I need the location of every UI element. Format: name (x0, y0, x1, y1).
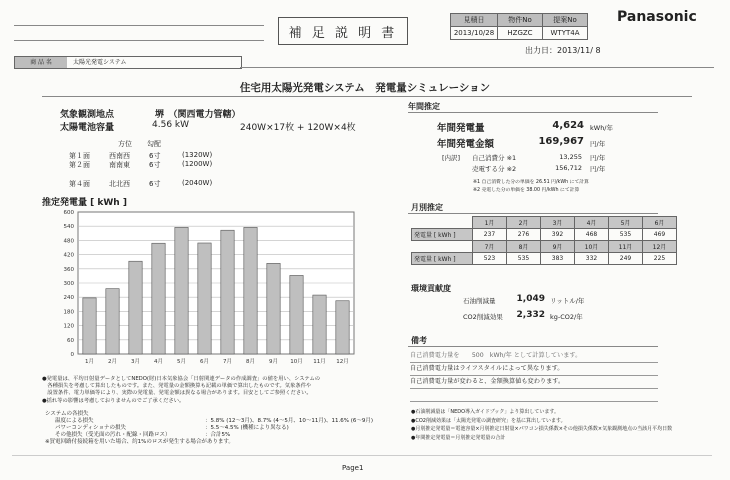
annual-gen-label: 年間発電量 (437, 123, 485, 134)
product-label: 商 品 名 (15, 57, 67, 68)
month-value: 237 (473, 229, 507, 241)
meta-value: HZGZC (498, 27, 543, 40)
bar (290, 275, 303, 354)
face-row: 第２面 南南東 6寸 (1200W) (69, 160, 213, 169)
capacity-detail: 240W×17枚 + 120W×4枚 (240, 123, 356, 133)
weather-label: 気象観測地点 (60, 110, 115, 120)
x-tick-label: 11月 (313, 359, 326, 365)
y-tick-label: 600 (63, 210, 74, 216)
capacity-label: 太陽電池容量 (60, 123, 115, 133)
annual-note-1: ※1 自己消費した分の単価を 26.51 円/kWh にて計算 (473, 180, 589, 185)
x-tick-label: 4月 (154, 359, 163, 365)
month-value: 535 (507, 253, 541, 265)
annual-amount-value: 169,967 (538, 136, 584, 147)
month-value: 249 (609, 253, 643, 265)
month-header: 4月 (575, 217, 609, 229)
x-tick-label: 3月 (131, 359, 140, 365)
y-tick-label: 480 (63, 238, 74, 245)
monthly-heading: 月別推定 (411, 203, 443, 212)
page-title: 住宅用太陽光発電システム 発電量シミュレーション (239, 82, 491, 94)
remarks-heading: 備考 (411, 336, 427, 345)
annual-note-2: ※2 売電した分の単価を 38.00 円/kWh にて計算 (473, 188, 580, 193)
face-row: 第４面 北北西 6寸 (2040W) (69, 179, 213, 188)
annual-amount-unit: 円/年 (590, 140, 606, 148)
month-value: 535 (609, 229, 643, 241)
bar (152, 243, 165, 354)
meta-header: 提案No (543, 14, 588, 27)
month-header: 12月 (643, 241, 677, 253)
weather-value: 堺 （関西電力管轄） (155, 110, 241, 120)
self-consumption-value: 13,255 (559, 153, 582, 161)
bar (198, 243, 211, 354)
monthly-generation-chart (42, 206, 362, 372)
capacity-value: 4.56 kW (152, 120, 190, 130)
monthly-table (411, 216, 677, 265)
x-tick-label: 8月 (246, 359, 255, 365)
oil-value: 1,049 (516, 294, 545, 304)
loss-table: システムの各損失 温度による損失 ：5.8% (12～3月)、8.7% (4～5月、10～11月)、11.6% (6～9月) パワーコンディショナの損失 ：5.5～4.5% (機種により異なる) その他損失（受光面の汚れ・配線・回路ロス） ：合計5% ※買電回路付接続箱を用いた場合、約1%のロスが発生する場合があります。 (45, 411, 374, 445)
month-value: 468 (575, 229, 609, 241)
meta-header: 物件No (498, 14, 543, 27)
self-consumption-unit: 円/年 (590, 154, 606, 162)
bar (175, 227, 188, 354)
bar (221, 230, 234, 354)
month-header: 9月 (541, 241, 575, 253)
y-tick-label: 60 (67, 337, 74, 344)
month-header: 10月 (575, 241, 609, 253)
y-tick-label: 300 (63, 281, 74, 287)
co2-unit: kg-CO2/年 (550, 313, 583, 321)
co2-value: 2,332 (516, 310, 545, 320)
month-value: 383 (541, 253, 575, 265)
bar (313, 295, 326, 354)
bar (129, 261, 142, 354)
month-value: 225 (643, 253, 677, 265)
x-tick-label: 12月 (336, 359, 349, 365)
annual-gen-unit: kWh/年 (590, 124, 614, 132)
row-label: 発電量 [ kWh ] (412, 229, 473, 241)
month-header: 6月 (643, 217, 677, 229)
meta-header: 見積日 (451, 14, 498, 27)
self-consumption-label: 自己消費分 ※1 (472, 154, 517, 162)
meta-table (450, 13, 588, 40)
product-name: 太陽光発電システム (73, 59, 127, 66)
chart-notes: ●発電量は、平均日射量データとしてNEDO(財)日本気象協会「日射関連データの作成調査」の値を用い、システムの 各種損失を考慮して算出したものです。また、発電量の金額換算も記載の単価で算出したものです。気象条件や 設置条件、電力単価等により、実際の発電量、発電金額は異なる場合があります。目安としてご参照ください。 ●揺れ等の影響は考慮しておりませんのでご了承ください。 (42, 376, 321, 404)
y-tick-label: 360 (63, 266, 74, 273)
oil-unit: リットル/年 (550, 297, 585, 305)
sell-value: 156,712 (555, 164, 582, 172)
bar (336, 301, 349, 354)
meta-value: 2013/10/28 (451, 27, 498, 40)
orient-header: 方位 (118, 140, 132, 148)
sell-unit: 円/年 (590, 165, 606, 173)
oil-label: 石油削減量 (463, 297, 496, 305)
month-value: 392 (541, 229, 575, 241)
chart-title: 推定発電量 [ kWh ] (42, 198, 127, 208)
month-header: 8月 (507, 241, 541, 253)
month-header: 11月 (609, 241, 643, 253)
y-tick-label: 180 (63, 309, 74, 316)
bar (267, 263, 280, 354)
row-label: 発電量 [ kWh ] (412, 253, 473, 265)
document-title-box: 補 足 説 明 書 (278, 17, 408, 45)
co2-label: CO2削減効果 (463, 313, 503, 321)
x-tick-label: 10月 (290, 359, 303, 365)
output-date: 出力日：2013/11/ 8 (525, 46, 601, 55)
annual-amount-label: 年間発電金額 (437, 139, 495, 150)
remarks-box: 自己消費電力量を 500 kWh/年 として計算しています。 自己消費電力量はライフスタイルによって異なります。 自己消費電力量が変わると、金額換算値も変わります。 (410, 350, 658, 402)
month-header: 2月 (507, 217, 541, 229)
brand-logo: Panasonic (617, 9, 697, 25)
x-tick-label: 7月 (223, 359, 232, 365)
y-tick-label: 240 (63, 295, 74, 302)
bar (83, 298, 96, 354)
sell-label: 売電する分 ※2 (472, 165, 517, 173)
month-value: 523 (473, 253, 507, 265)
x-tick-label: 9月 (269, 359, 278, 365)
annual-heading: 年間推定 (408, 102, 440, 111)
month-header: 3月 (541, 217, 575, 229)
annual-gen-value: 4,624 (552, 120, 584, 131)
x-tick-label: 6月 (200, 359, 209, 365)
y-tick-label: 0 (70, 352, 74, 358)
face-row: 第１面 西南西 6寸 (1320W) (69, 151, 213, 160)
bar (106, 289, 119, 354)
env-heading: 環境貢献度 (411, 284, 451, 293)
page-number: Page1 (342, 464, 364, 472)
month-value: 276 (507, 229, 541, 241)
x-tick-label: 2月 (108, 359, 117, 365)
product-name-row (14, 56, 242, 69)
breakdown-label: [内訳] (442, 154, 461, 162)
x-tick-label: 1月 (85, 359, 94, 365)
month-header: 5月 (609, 217, 643, 229)
month-header: 1月 (473, 217, 507, 229)
y-tick-label: 120 (63, 323, 74, 330)
month-header: 7月 (473, 241, 507, 253)
month-value: 332 (575, 253, 609, 265)
y-tick-label: 420 (63, 252, 74, 259)
right-footnotes: ●石油削減量は「NEDO導入ガイドブック」より算出しています。 ●CO2削減効果は「太陽光発電の調査研究」を基に算出しています。 ●月別推定発電量＝電池容量×月別推定日射量×パワコン損失係数×その他損失係数×気象観測地点の当該月平均日数 ●年間推定発電量＝月別推定発電量の合計 (411, 409, 673, 441)
bar (244, 227, 257, 354)
meta-value: WTYT4A (543, 27, 588, 40)
x-tick-label: 5月 (177, 359, 186, 365)
y-tick-label: 540 (63, 224, 74, 231)
slope-header: 勾配 (147, 140, 161, 148)
month-value: 469 (643, 229, 677, 241)
